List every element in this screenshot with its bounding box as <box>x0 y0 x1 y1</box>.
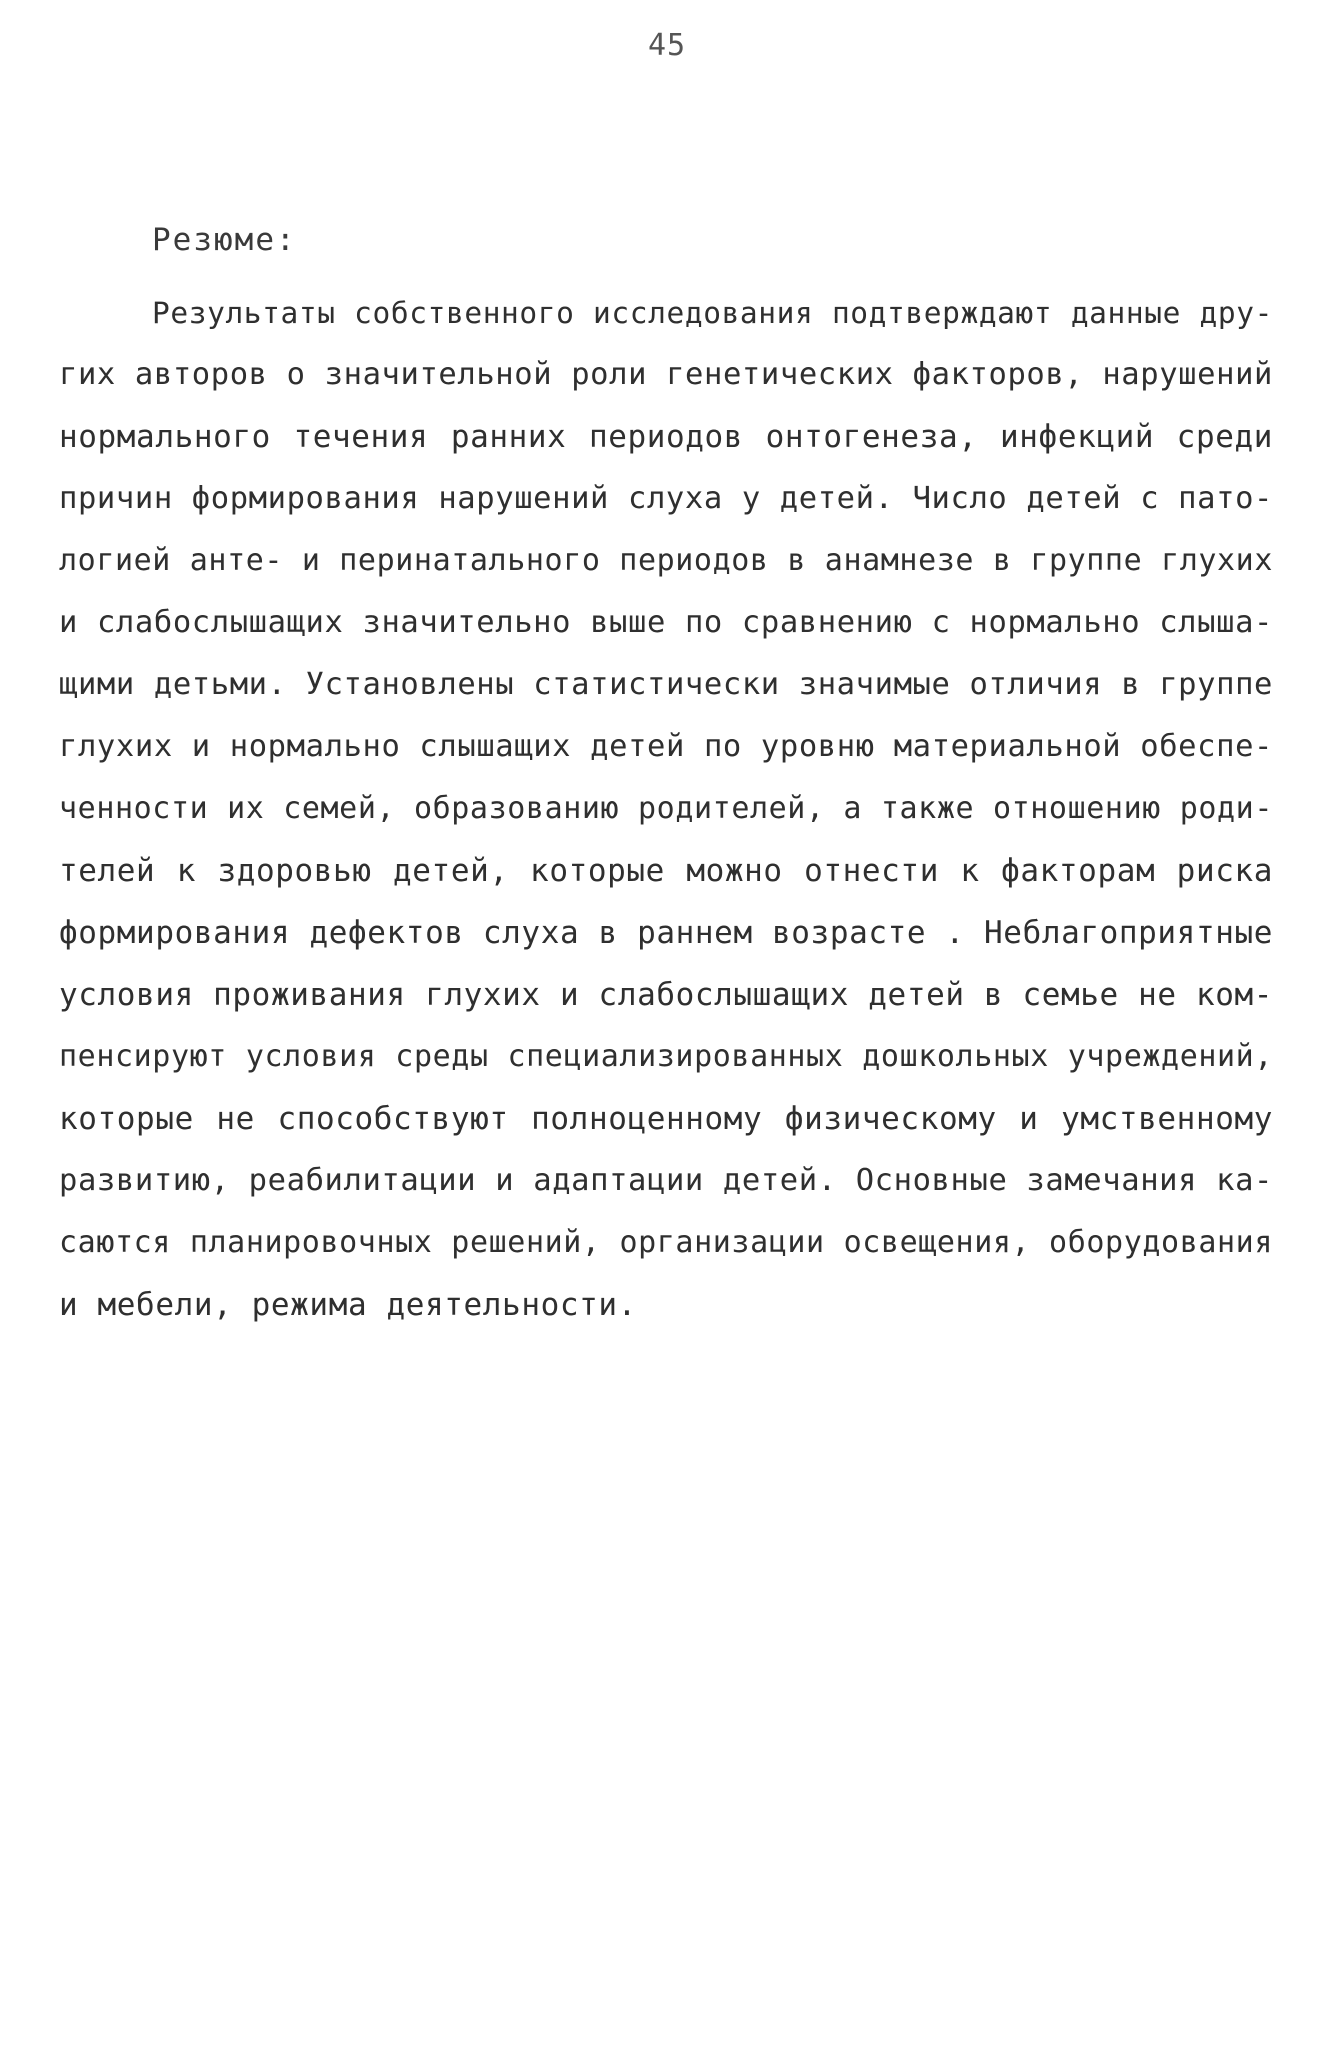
page-number: 45 <box>647 28 687 63</box>
text-line: глухих и нормально слышащих детей по уровню материальной обеспе- <box>59 729 1273 764</box>
text-line: ченности их семей, образованию родителей, а также отношению роди- <box>59 791 1273 826</box>
text-line: саются планировочных решений, организации освещения, оборудования <box>59 1225 1273 1260</box>
text-line: и слабослышащих значительно выше по сравнению с нормально слыша- <box>59 605 1273 640</box>
text-line: и мебели, режима деятельности. <box>59 1287 637 1323</box>
text-line: формирования дефектов слуха в раннем возрасте . Неблагоприятные <box>59 915 1273 951</box>
text-line: причин формирования нарушений слуха у детей. Число детей с пато- <box>59 481 1273 516</box>
text-line: телей к здоровью детей, которые можно отнести к факторам риска <box>59 853 1273 889</box>
text-line: развитию, реабилитации и адаптации детей. Основные замечания ка- <box>59 1163 1273 1198</box>
text-line: пенсируют условия среды специализированных дошкольных учреждений, <box>59 1039 1273 1074</box>
summary-body <box>59 282 1273 1336</box>
text-line: которые не способствуют полноценному физическому и умственному <box>59 1101 1273 1137</box>
text-line: Результаты собственного исследования подтверждают данные дру- <box>152 296 1273 330</box>
summary-heading: Резюме: <box>152 222 297 258</box>
text-line: нормального течения ранних периодов онтогенеза, инфекций среди <box>59 419 1273 455</box>
text-line: условия проживания глухих и слабослышащих детей в семье не ком- <box>59 977 1273 1013</box>
text-line: логией анте- и перинатального периодов в анамнезе в группе глухих <box>59 543 1273 578</box>
text-line: гих авторов о значительной роли генетических факторов, нарушений <box>59 357 1273 392</box>
text-line: щими детьми. Установлены статистически значимые отличия в группе <box>59 667 1273 702</box>
